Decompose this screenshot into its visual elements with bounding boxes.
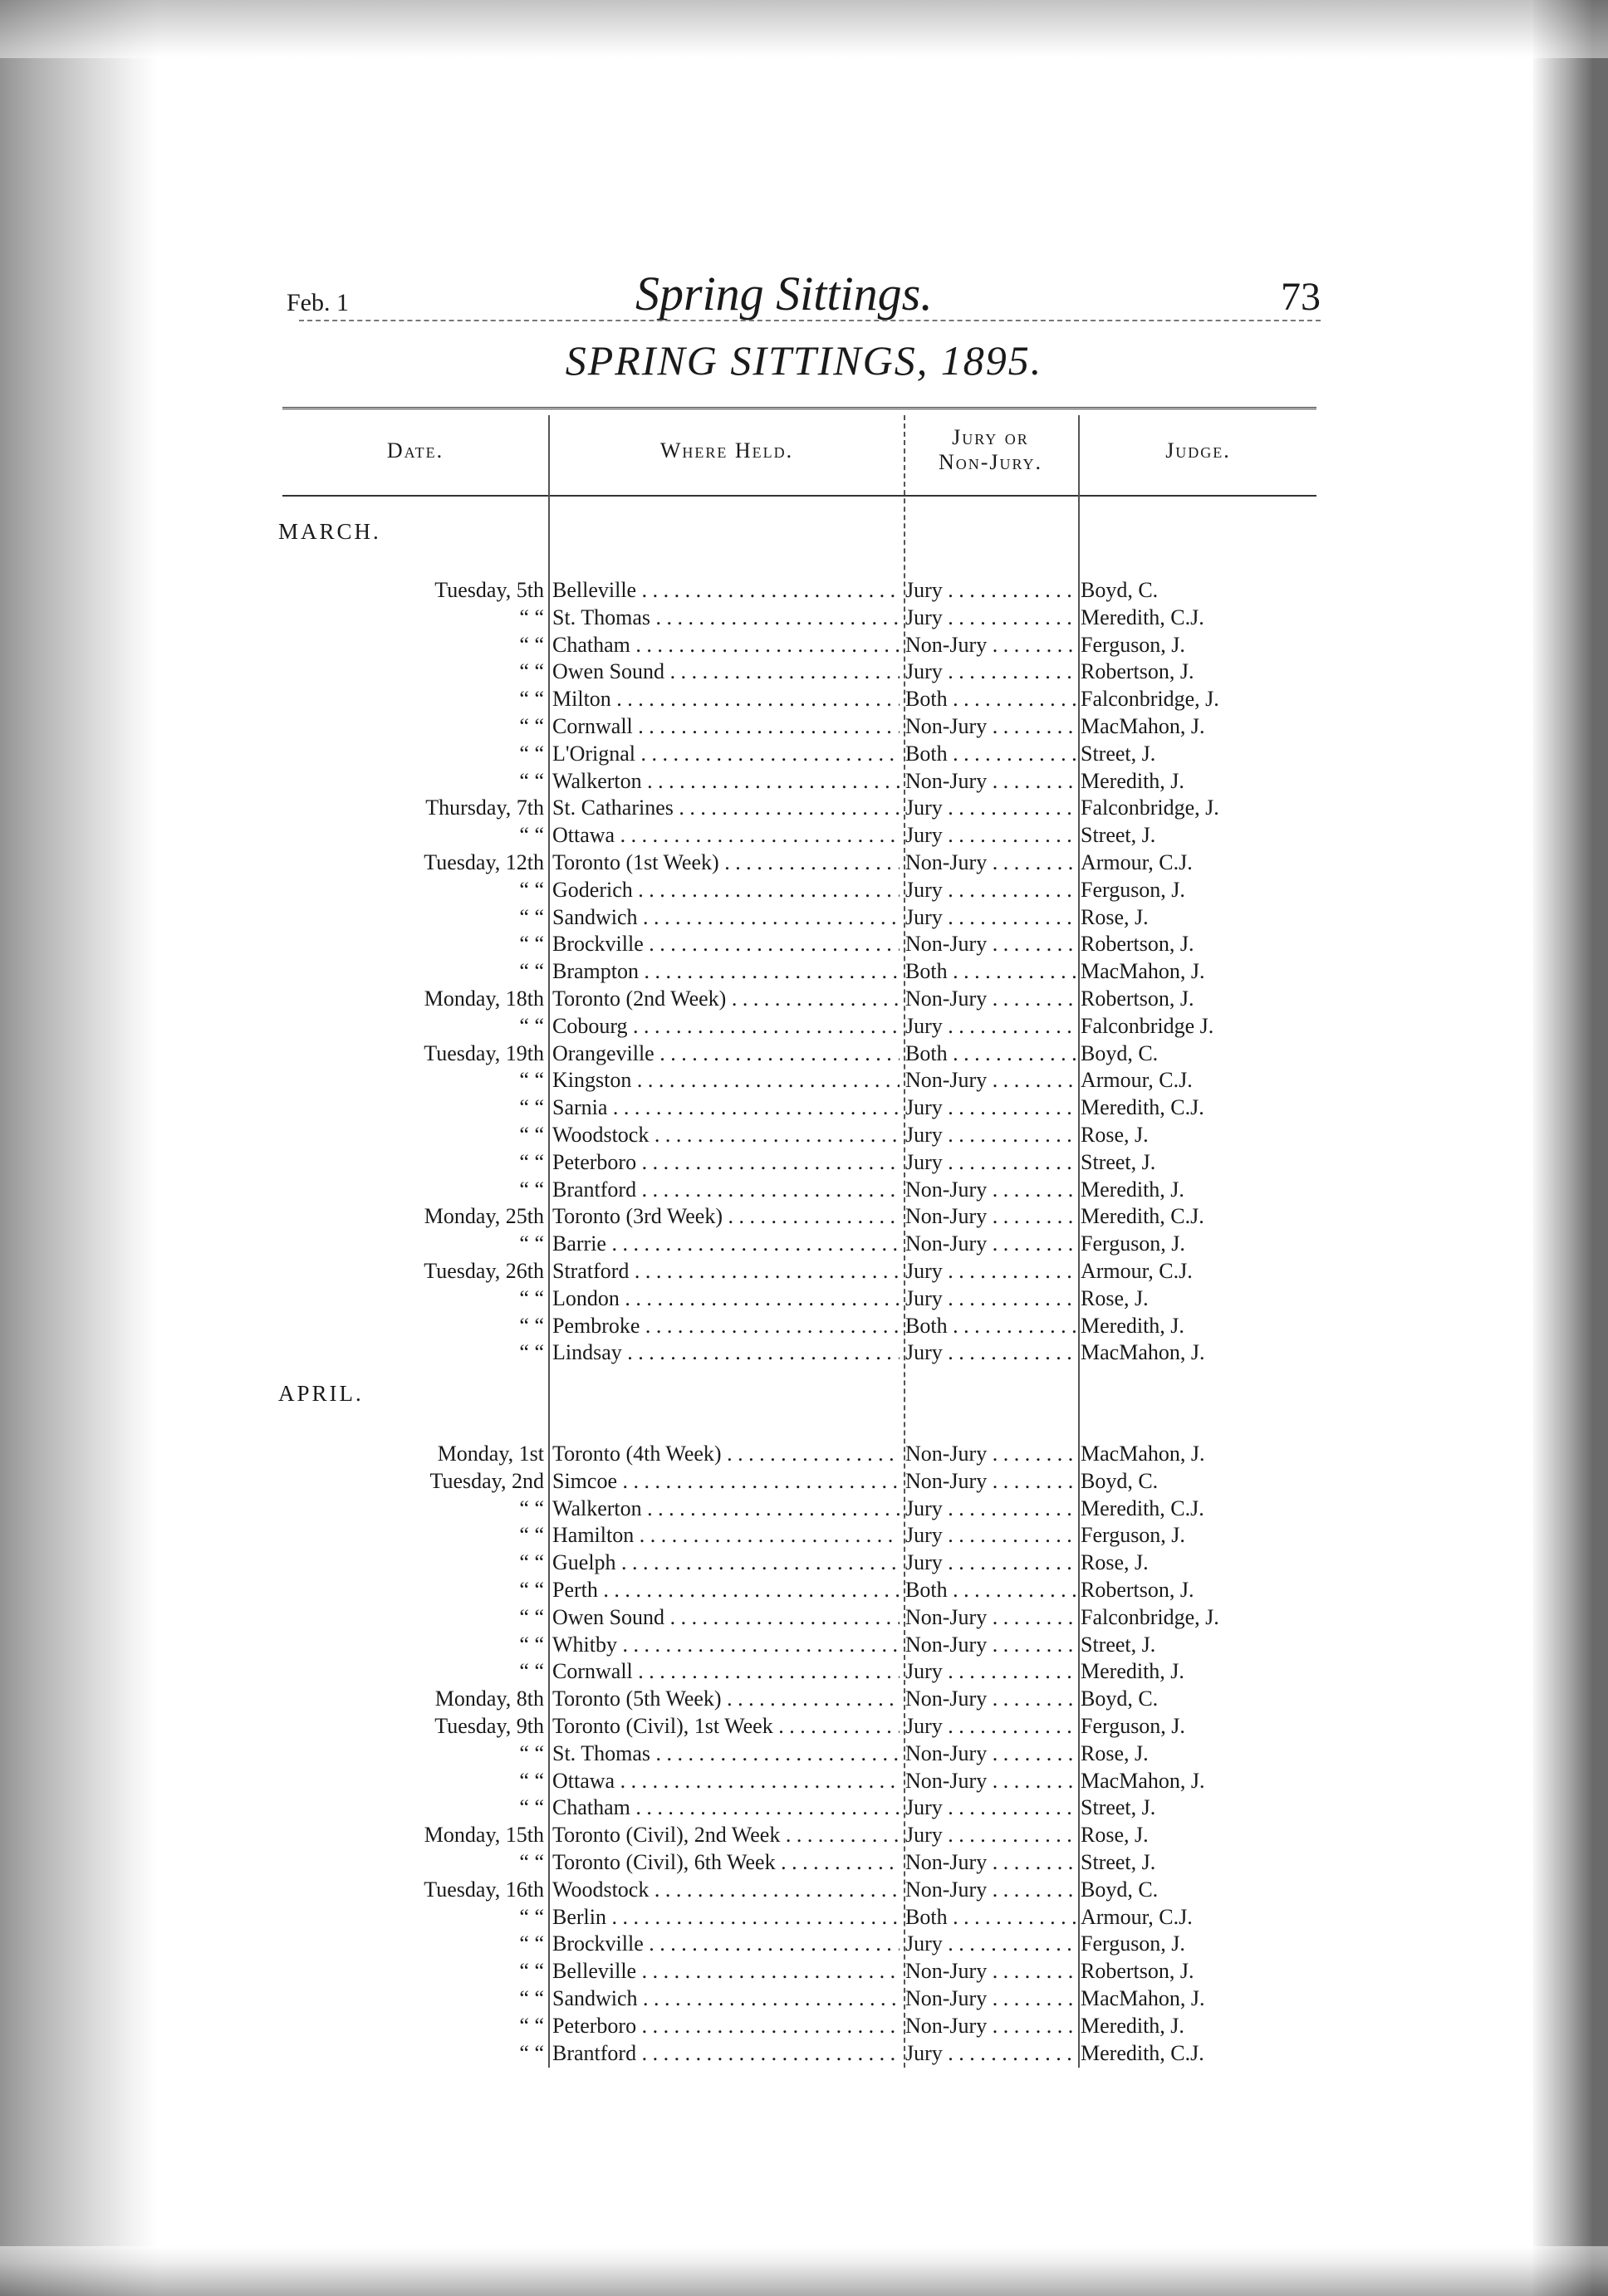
sitting-place: Sandwich . . . — [552, 904, 900, 931]
sitting-place: Barrie . . . — [552, 1231, 900, 1257]
sitting-date: “ “ — [519, 1231, 544, 1256]
sitting-place: Walkerton . . . — [552, 768, 900, 795]
sitting-jury-type: Non-Jury . . . — [905, 1441, 1076, 1467]
sitting-date: “ “ — [519, 1095, 544, 1120]
sitting-jury-type: Non-Jury . . . — [905, 2013, 1076, 2039]
table-row — [278, 1149, 1333, 1177]
sitting-place: Ottawa . . . — [552, 1768, 900, 1794]
sitting-place: Peterboro . . . — [552, 1149, 900, 1176]
sitting-jury-type: Jury . . . — [905, 877, 1076, 903]
sitting-judge: MacMahon, J. — [1081, 1442, 1205, 1466]
sitting-judge: Ferguson, J. — [1081, 632, 1185, 657]
table-row — [278, 1040, 1333, 1068]
sitting-jury-type: Non-Jury . . . — [905, 1203, 1076, 1230]
sitting-jury-type: Jury . . . — [905, 1122, 1076, 1148]
sitting-place: Cornwall . . . — [552, 1658, 900, 1685]
sitting-date: Tuesday, 26th — [424, 1258, 544, 1283]
sitting-judge: MacMahon, J. — [1081, 1985, 1205, 2010]
table-row — [278, 986, 1333, 1013]
table-row — [278, 931, 1333, 958]
sitting-jury-type: Jury . . . — [905, 1794, 1076, 1821]
sitting-jury-type: Non-Jury . . . — [905, 1686, 1076, 1712]
sitting-date: “ “ — [519, 1740, 544, 1765]
scan-edge-bottom — [0, 2246, 1608, 2296]
table-row — [278, 1441, 1333, 1468]
sitting-date: “ “ — [519, 1313, 544, 1338]
sitting-place: Woodstock . . . — [552, 1877, 900, 1903]
table-row — [278, 1013, 1333, 1040]
sitting-date: “ “ — [519, 1523, 544, 1548]
sitting-jury-type: Non-Jury . . . — [905, 632, 1076, 658]
sitting-judge: Boyd, C. — [1081, 1468, 1159, 1493]
sitting-date: “ “ — [519, 959, 544, 984]
sitting-judge: MacMahon, J. — [1081, 1768, 1205, 1793]
sitting-place: Toronto (Civil), 1st Week . . . — [552, 1713, 900, 1740]
table-row — [278, 795, 1333, 822]
page-title: SPRING SITTINGS, 1895. — [565, 337, 1043, 384]
sitting-judge: Meredith, C.J. — [1081, 605, 1204, 629]
table-row — [278, 1740, 1333, 1768]
month-heading-april: APRIL. — [278, 1381, 364, 1406]
table-row — [278, 632, 1333, 659]
table-row — [278, 1067, 1333, 1094]
table-row — [278, 1122, 1333, 1149]
table-row — [278, 1931, 1333, 1958]
sitting-place: Orangeville . . . — [552, 1040, 900, 1067]
sitting-judge: Meredith, J. — [1081, 1177, 1184, 1202]
sitting-judge: Ferguson, J. — [1081, 1931, 1185, 1956]
sitting-date: Monday, 18th — [424, 986, 544, 1011]
sitting-judge: MacMahon, J. — [1081, 713, 1205, 738]
table-row — [278, 1658, 1333, 1686]
table-row — [278, 1285, 1333, 1313]
sitting-judge: Boyd, C. — [1081, 1687, 1159, 1711]
sitting-judge: Rose, J. — [1081, 1740, 1149, 1765]
sitting-judge: Falconbridge, J. — [1081, 1604, 1219, 1629]
sitting-place: Woodstock . . . — [552, 1122, 900, 1148]
table-row — [278, 849, 1333, 877]
sitting-judge: Rose, J. — [1081, 1122, 1149, 1147]
sitting-jury-type: Jury . . . — [905, 1285, 1076, 1312]
sitting-jury-type: Jury . . . — [905, 904, 1076, 931]
sitting-jury-type: Jury . . . — [905, 605, 1076, 631]
table-row — [278, 1604, 1333, 1632]
running-header — [287, 266, 1321, 332]
sitting-jury-type: Non-Jury . . . — [905, 1468, 1076, 1495]
sitting-jury-type: Non-Jury . . . — [905, 768, 1076, 795]
sitting-judge: Falconbridge, J. — [1081, 687, 1219, 712]
sitting-date: “ “ — [519, 768, 544, 793]
running-head-title: Spring Sittings. — [635, 267, 933, 321]
sitting-jury-type: Both . . . — [905, 686, 1076, 712]
table-row — [278, 1849, 1333, 1877]
sitting-place: Guelph . . . — [552, 1549, 900, 1576]
sitting-date: “ “ — [519, 1959, 544, 1984]
sitting-judge: Armour, C.J. — [1081, 1068, 1193, 1093]
table-row — [278, 1339, 1333, 1367]
sitting-jury-type: Non-Jury . . . — [905, 1632, 1076, 1658]
sitting-place: Milton . . . — [552, 686, 900, 712]
sitting-date: Tuesday, 19th — [424, 1040, 544, 1065]
sitting-date: “ “ — [519, 713, 544, 738]
sitting-date: “ “ — [519, 1659, 544, 1684]
sitting-judge: Robertson, J. — [1081, 986, 1194, 1011]
sitting-judge: Armour, C.J. — [1081, 849, 1193, 874]
table-row — [278, 658, 1333, 686]
sitting-judge: Rose, J. — [1081, 1823, 1149, 1848]
sitting-place: Brampton . . . — [552, 958, 900, 985]
sitting-date: “ “ — [519, 1550, 544, 1575]
sitting-date: “ “ — [519, 1632, 544, 1657]
table-row — [278, 2013, 1333, 2040]
sitting-jury-type: Jury . . . — [905, 1713, 1076, 1740]
sitting-place: Hamilton . . . — [552, 1522, 900, 1549]
sitting-date: Monday, 15th — [424, 1823, 544, 1848]
sitting-date: “ “ — [519, 2013, 544, 2038]
sitting-place: Perth . . . — [552, 1577, 900, 1603]
sitting-jury-type: Non-Jury . . . — [905, 1768, 1076, 1794]
sitting-judge: Street, J. — [1081, 1849, 1156, 1874]
sitting-jury-type: Non-Jury . . . — [905, 1231, 1076, 1257]
table-row — [278, 713, 1333, 741]
sitting-date: “ “ — [519, 1068, 544, 1093]
sitting-jury-type: Jury . . . — [905, 1013, 1076, 1040]
sitting-place: Brockville . . . — [552, 1931, 900, 1957]
sitting-place: Lindsay . . . — [552, 1339, 900, 1366]
sitting-judge: Meredith, J. — [1081, 768, 1184, 793]
sitting-place: Sandwich . . . — [552, 1985, 900, 2012]
sitting-judge: Armour, C.J. — [1081, 1904, 1193, 1929]
column-header-date: Date. — [386, 438, 444, 463]
sitting-date: “ “ — [519, 2040, 544, 2065]
sitting-date: “ “ — [519, 877, 544, 902]
sitting-place: Toronto (Civil), 2nd Week . . . — [552, 1822, 900, 1848]
sitting-place: Toronto (1st Week) . . . — [552, 849, 900, 876]
sitting-judge: MacMahon, J. — [1081, 1340, 1205, 1365]
page-date-label: Feb. 1 — [287, 289, 349, 316]
table-row — [278, 822, 1333, 849]
sitting-place: Toronto (2nd Week) . . . — [552, 986, 900, 1012]
sitting-place: Whitby . . . — [552, 1632, 900, 1658]
table-row — [278, 1985, 1333, 2013]
sitting-jury-type: Jury . . . — [905, 1931, 1076, 1957]
sitting-date: Thursday, 7th — [425, 796, 544, 820]
sitting-jury-type: Jury . . . — [905, 1149, 1076, 1176]
column-header-judge: Judge. — [1165, 438, 1231, 463]
sitting-place: Simcoe . . . — [552, 1468, 900, 1495]
sitting-place: Berlin . . . — [552, 1904, 900, 1931]
sitting-judge: Falconbridge J. — [1081, 1013, 1214, 1038]
sitting-date: “ “ — [519, 1849, 544, 1874]
sitting-date: “ “ — [519, 1604, 544, 1629]
sitting-judge: MacMahon, J. — [1081, 959, 1205, 984]
sitting-date: “ “ — [519, 1985, 544, 2010]
sitting-judge: Boyd, C. — [1081, 1040, 1159, 1065]
column-header-jury-line1: Jury or — [952, 425, 1029, 449]
sitting-jury-type: Jury . . . — [905, 577, 1076, 604]
sitting-date: Monday, 1st — [437, 1442, 544, 1466]
sitting-judge: Falconbridge, J. — [1081, 796, 1219, 820]
sitting-place: St. Catharines . . . — [552, 795, 900, 821]
sitting-place: Cobourg . . . — [552, 1013, 900, 1040]
sitting-judge: Meredith, J. — [1081, 1659, 1184, 1684]
sitting-place: Stratford . . . — [552, 1258, 900, 1285]
sitting-place: Toronto (5th Week) . . . — [552, 1686, 900, 1712]
table-row — [278, 1522, 1333, 1549]
sitting-judge: Street, J. — [1081, 1795, 1156, 1820]
sitting-place: Sarnia . . . — [552, 1094, 900, 1121]
sitting-judge: Rose, J. — [1081, 1550, 1149, 1575]
sitting-judge: Ferguson, J. — [1081, 1231, 1185, 1256]
sitting-place: Pembroke . . . — [552, 1313, 900, 1339]
sitting-date: “ “ — [519, 1177, 544, 1202]
april-sittings-list — [278, 1441, 1333, 2067]
table-row — [278, 1632, 1333, 1659]
sitting-date: “ “ — [519, 1904, 544, 1929]
sitting-jury-type: Non-Jury . . . — [905, 1604, 1076, 1631]
sitting-jury-type: Both . . . — [905, 1313, 1076, 1339]
sitting-date: “ “ — [519, 904, 544, 929]
table-row — [278, 1958, 1333, 1985]
table-row — [278, 1686, 1333, 1713]
sitting-jury-type: Both . . . — [905, 958, 1076, 985]
table-row — [278, 1231, 1333, 1258]
sitting-judge: Robertson, J. — [1081, 1577, 1194, 1602]
sitting-date: “ “ — [519, 1795, 544, 1820]
sitting-judge: Ferguson, J. — [1081, 1523, 1185, 1548]
sitting-judge: Meredith, J. — [1081, 2013, 1184, 2038]
sitting-place: Walkerton . . . — [552, 1496, 900, 1522]
column-header-jury — [905, 425, 1076, 475]
table-row — [278, 958, 1333, 986]
sitting-jury-type: Non-Jury . . . — [905, 931, 1076, 957]
sitting-date: “ “ — [519, 741, 544, 766]
sitting-date: Tuesday, 5th — [434, 578, 544, 602]
sitting-jury-type: Non-Jury . . . — [905, 986, 1076, 1012]
sitting-place: Ottawa . . . — [552, 822, 900, 849]
sitting-judge: Boyd, C. — [1081, 1877, 1159, 1902]
sitting-judge: Meredith, C.J. — [1081, 1095, 1204, 1120]
table-row — [278, 1904, 1333, 1931]
month-heading-march: MARCH. — [278, 519, 381, 544]
sitting-place: Cornwall . . . — [552, 713, 900, 740]
sitting-jury-type: Jury . . . — [905, 1549, 1076, 1576]
sitting-date: Monday, 25th — [424, 1204, 544, 1229]
sitting-judge: Rose, J. — [1081, 904, 1149, 929]
sitting-jury-type: Non-Jury . . . — [905, 1740, 1076, 1767]
sitting-place: Kingston . . . — [552, 1067, 900, 1094]
sitting-judge: Street, J. — [1081, 1149, 1156, 1174]
table-row — [278, 577, 1333, 605]
table-row — [278, 1713, 1333, 1740]
table-row — [278, 1549, 1333, 1577]
sitting-judge: Street, J. — [1081, 741, 1156, 766]
table-row — [278, 1258, 1333, 1285]
sitting-jury-type: Jury . . . — [905, 1339, 1076, 1366]
sitting-jury-type: Jury . . . — [905, 1496, 1076, 1522]
sitting-jury-type: Jury . . . — [905, 1258, 1076, 1285]
sitting-place: St. Thomas . . . — [552, 605, 900, 631]
sitting-judge: Meredith, C.J. — [1081, 2040, 1204, 2065]
sitting-judge: Robertson, J. — [1081, 1959, 1194, 1984]
sitting-jury-type: Jury . . . — [905, 658, 1076, 685]
table-row — [278, 1313, 1333, 1340]
sitting-judge: Boyd, C. — [1081, 578, 1159, 602]
table-row — [278, 1177, 1333, 1204]
sitting-jury-type: Jury . . . — [905, 1522, 1076, 1549]
sitting-place: Toronto (4th Week) . . . — [552, 1441, 900, 1467]
sitting-judge: Meredith, J. — [1081, 1313, 1184, 1338]
sitting-place: Brantford . . . — [552, 1177, 900, 1203]
page-number: 73 — [1281, 275, 1321, 319]
table-row — [278, 1822, 1333, 1849]
sitting-place: St. Thomas . . . — [552, 1740, 900, 1767]
sitting-date: “ “ — [519, 632, 544, 657]
sitting-date: “ “ — [519, 1285, 544, 1310]
sitting-judge: Meredith, C.J. — [1081, 1496, 1204, 1520]
sitting-date: “ “ — [519, 932, 544, 957]
sitting-place: Peterboro . . . — [552, 2013, 900, 2039]
sitting-jury-type: Jury . . . — [905, 2040, 1076, 2067]
sitting-place: Chatham . . . — [552, 1794, 900, 1821]
sitting-date: “ “ — [519, 1577, 544, 1602]
sitting-jury-type: Both . . . — [905, 741, 1076, 767]
table-row — [278, 1094, 1333, 1122]
sitting-place: Brockville . . . — [552, 931, 900, 957]
table-row — [278, 741, 1333, 768]
sitting-place: Brantford . . . — [552, 2040, 900, 2067]
sitting-jury-type: Non-Jury . . . — [905, 849, 1076, 876]
sitting-jury-type: Jury . . . — [905, 1822, 1076, 1848]
sitting-date: “ “ — [519, 687, 544, 712]
table-header-rule — [282, 495, 1316, 497]
column-header-jury-line2: Non-Jury. — [938, 450, 1043, 474]
sitting-jury-type: Both . . . — [905, 1040, 1076, 1067]
sitting-jury-type: Jury . . . — [905, 1658, 1076, 1685]
sitting-place: Toronto (3rd Week) . . . — [552, 1203, 900, 1230]
sitting-date: Tuesday, 16th — [424, 1877, 544, 1902]
sitting-judge: Rose, J. — [1081, 1285, 1149, 1310]
sitting-place: Owen Sound . . . — [552, 1604, 900, 1631]
sitting-place: London . . . — [552, 1285, 900, 1312]
sitting-date: “ “ — [519, 1013, 544, 1038]
sitting-place: Chatham . . . — [552, 632, 900, 658]
table-row — [278, 1794, 1333, 1822]
sitting-place: L'Orignal . . . — [552, 741, 900, 767]
sitting-judge: Ferguson, J. — [1081, 877, 1185, 902]
sitting-jury-type: Both . . . — [905, 1577, 1076, 1603]
table-row — [278, 1877, 1333, 1904]
sitting-date: “ “ — [519, 823, 544, 848]
table-row — [278, 1203, 1333, 1231]
sitting-judge: Street, J. — [1081, 1632, 1156, 1657]
sitting-date: “ “ — [519, 1340, 544, 1365]
sitting-date: “ “ — [519, 605, 544, 629]
sitting-jury-type: Non-Jury . . . — [905, 713, 1076, 740]
sitting-date: “ “ — [519, 659, 544, 684]
sitting-jury-type: Non-Jury . . . — [905, 1958, 1076, 1985]
sitting-judge: Ferguson, J. — [1081, 1713, 1185, 1738]
sitting-judge: Meredith, C.J. — [1081, 1204, 1204, 1229]
sitting-place: Belleville . . . — [552, 577, 900, 604]
sitting-judge: Robertson, J. — [1081, 932, 1194, 957]
sitting-judge: Armour, C.J. — [1081, 1258, 1193, 1283]
sitting-date: “ “ — [519, 1496, 544, 1520]
sitting-jury-type: Non-Jury . . . — [905, 1877, 1076, 1903]
sitting-jury-type: Jury . . . — [905, 822, 1076, 849]
sitting-date: “ “ — [519, 1149, 544, 1174]
sitting-jury-type: Non-Jury . . . — [905, 1985, 1076, 2012]
table-row — [278, 768, 1333, 796]
sitting-jury-type: Both . . . — [905, 1904, 1076, 1931]
sitting-place: Belleville . . . — [552, 1958, 900, 1985]
table-row — [278, 1496, 1333, 1523]
sitting-jury-type: Jury . . . — [905, 1094, 1076, 1121]
sitting-date: “ “ — [519, 1122, 544, 1147]
table-row — [278, 2040, 1333, 2068]
sitting-jury-type: Jury . . . — [905, 795, 1076, 821]
sitting-date: Tuesday, 12th — [424, 849, 544, 874]
sitting-date: Tuesday, 2nd — [429, 1468, 544, 1493]
column-header-where-held: Where Held. — [659, 438, 794, 463]
sitting-place: Goderich . . . — [552, 877, 900, 903]
table-row — [278, 1768, 1333, 1795]
sitting-jury-type: Non-Jury . . . — [905, 1849, 1076, 1876]
table-row — [278, 1577, 1333, 1604]
sitting-date: “ “ — [519, 1768, 544, 1793]
table-row — [278, 904, 1333, 932]
sitting-date: Monday, 8th — [434, 1687, 544, 1711]
header-rule — [299, 320, 1321, 321]
sitting-judge: Street, J. — [1081, 823, 1156, 848]
table-row — [278, 877, 1333, 904]
sitting-judge: Robertson, J. — [1081, 659, 1194, 684]
table-top-rule — [282, 407, 1316, 409]
sitting-place: Owen Sound . . . — [552, 658, 900, 685]
sitting-place: Toronto (Civil), 6th Week . . . — [552, 1849, 900, 1876]
sitting-jury-type: Non-Jury . . . — [905, 1177, 1076, 1203]
scan-edge-top — [0, 0, 1608, 58]
table-row — [278, 605, 1333, 632]
sitting-date: Tuesday, 9th — [434, 1713, 544, 1738]
sitting-date: “ “ — [519, 1931, 544, 1956]
sitting-jury-type: Non-Jury . . . — [905, 1067, 1076, 1094]
table-row — [278, 686, 1333, 713]
march-sittings-list — [278, 577, 1333, 1367]
table-row — [278, 1468, 1333, 1496]
